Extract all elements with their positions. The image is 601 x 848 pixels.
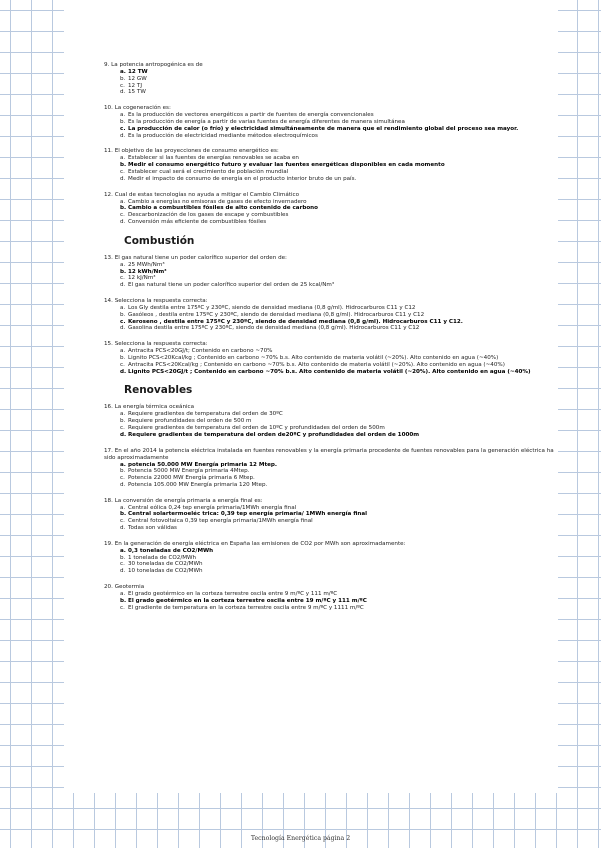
question-number: 17. (104, 447, 113, 454)
option-letter: c. (120, 518, 125, 525)
answer-option (120, 518, 554, 525)
question-block (104, 498, 554, 532)
option-text: Central solartermoeléc trica: 0,39 tep energía primaria/ 1MWh energía final (128, 511, 368, 518)
answer-option (120, 605, 554, 612)
answer-option-correct (120, 598, 554, 605)
answer-option (120, 219, 554, 226)
question-list (104, 62, 554, 620)
answer-option (120, 262, 554, 269)
question-block (104, 541, 554, 575)
document-page (64, 0, 558, 793)
option-letter: c. (120, 561, 125, 568)
question-number: 11. (104, 148, 113, 155)
option-text: El grado geotérmico en la corteza terrestre oscila entre 19 m/ºC y 111 m/ºC (128, 597, 367, 604)
option-text: 10 toneladas de CO2/MWh (128, 568, 203, 575)
option-text: Cambio a energías no emisoras de gases de efecto invernadero (128, 198, 307, 205)
page-footer: Tecnología Energética página 2 (250, 835, 351, 842)
option-text: 25 MWh/Nm³ (128, 261, 165, 268)
option-letter: d. (120, 282, 126, 289)
option-text: Todas son válidas (128, 525, 177, 532)
option-letter: c. (120, 475, 125, 482)
question-stem: La potencia antropogénica es de (111, 62, 203, 68)
option-letter: b. (120, 118, 126, 125)
option-text: Requiere gradientes de temperatura del orden de 30ºC (128, 411, 283, 418)
option-text: Potencia 22000 MW Energía primaria 6 Mtep. (128, 475, 255, 482)
answer-option (120, 425, 554, 432)
option-letter: b. (120, 418, 126, 425)
option-letter: d. (120, 325, 126, 332)
option-letter: b. (120, 554, 126, 561)
option-letter: a. (120, 304, 126, 311)
question-text (104, 62, 554, 69)
question-block (104, 341, 554, 375)
question-number: 15. (104, 341, 113, 348)
question-stem: La cogeneración es: (114, 105, 171, 112)
question-text (104, 298, 554, 305)
answer-option (120, 133, 554, 140)
question-block (104, 62, 554, 96)
answer-option (120, 591, 554, 598)
question-stem: En el año 2014 la potencia eléctrica instalada en fuentes renovables y la energía primaria procedente de fuentes renovables para la generación eléctrica ha sido aproximadamente (104, 447, 554, 461)
option-text: Cambio a combustibles fósiles de alto contenido de carbono (128, 205, 319, 212)
option-text: Descarbonización de los gases de escape y combustibles (128, 212, 289, 219)
question-stem: La conversión de energía primaria a energía final es: (114, 497, 263, 504)
option-text: 30 toneladas de CO2/MWh (128, 561, 203, 568)
answer-option (120, 348, 554, 355)
answer-option (120, 482, 554, 489)
question-stem: El objetivo de las proyecciones de consumo energético es: (114, 148, 279, 155)
option-text: Los Gly destila entre 175ºC y 230ºC, siendo de densidad mediana (0,8 g/ml). Hidrocarburos C11 y C12 (128, 304, 416, 311)
option-text: 0,3 toneladas de CO2/MWh (128, 547, 214, 554)
question-block (104, 404, 554, 438)
answer-option (120, 411, 554, 418)
option-letter: c. (120, 361, 125, 368)
answer-option-correct (120, 69, 554, 76)
option-letter: c. (120, 125, 126, 132)
option-letter: d. (120, 525, 126, 532)
option-text: Lignito PCS<20GJ/t ; Contenido en carbono ~70% b.s. Alto contenido de materia volátil (~20%). Alto contenido en agua (~40%) (128, 368, 531, 375)
option-text: 12 TJ (128, 82, 142, 89)
option-letter: c. (120, 275, 125, 282)
option-text: El gradiente de temperatura en la corteza terrestre oscila entre 9 m/ºC y 1111 m/ºC (128, 604, 364, 611)
question-stem: Cual de estas tecnologías no ayuda a mitigar el Cambio Climático (114, 191, 300, 198)
answer-option (120, 169, 554, 176)
section-heading-renovables: Renovables (124, 384, 193, 397)
option-text: Antracita PCS<20Kcal/kg ; Contenido en carbono ~70% b.s. Alto contenido de materia volátil (~20%). Alto contenido en agua (~40%) (128, 361, 505, 368)
option-text: 12 TW (128, 69, 148, 75)
option-letter: b. (120, 468, 126, 475)
option-letter: a. (120, 348, 126, 355)
answer-option (120, 561, 554, 568)
answer-option (120, 212, 554, 219)
answer-option (120, 112, 554, 119)
option-letter: b. (120, 75, 126, 82)
question-block (104, 148, 554, 182)
question-stem: Selecciona la respuesta correcta: (114, 341, 208, 348)
option-text: Potencia 5000 MW Energía primaria 4Mtep. (128, 468, 250, 475)
option-letter: d. (120, 218, 126, 225)
option-letter: c. (120, 604, 125, 611)
option-text: Requiere gradientes de temperatura del orden de20ºC y profundidades del orden de 1000m (128, 431, 420, 438)
answer-option (120, 525, 554, 532)
option-text: Requiere profundidades del orden de 500 m (128, 418, 252, 425)
option-text: Central eólica 0,24 tep energía primaria/1MWh energía final (128, 504, 297, 511)
question-text (104, 255, 554, 262)
option-letter: a. (120, 198, 126, 205)
option-text: Es la producción de electricidad mediante métodos electroquímicos (128, 132, 318, 139)
question-stem: La energía térmica oceánica (114, 404, 195, 411)
option-letter: d. (120, 175, 126, 182)
question-block (104, 255, 554, 289)
answer-option (120, 76, 554, 83)
option-letter: b. (120, 597, 127, 604)
question-block (104, 584, 554, 611)
question-number: 20. (104, 584, 113, 591)
answer-option (120, 305, 554, 312)
option-text: Establecer si las fuentes de energías renovables se acaba en (128, 155, 299, 162)
answer-option (120, 555, 554, 562)
option-letter: c. (120, 318, 126, 325)
question-number: 19. (104, 540, 113, 547)
option-text: potencia 50.000 MW Energía primaria 12 Mtep. (128, 461, 278, 468)
answer-option-correct (120, 269, 554, 276)
option-letter: d. (120, 132, 126, 139)
answer-option (120, 475, 554, 482)
option-letter: b. (120, 311, 126, 318)
answer-option (120, 568, 554, 575)
option-text: El grado geotérmico en la corteza terrestre oscila entre 9 m/ºC y 111 m/ºC (128, 591, 338, 598)
answer-option (120, 89, 554, 96)
question-number: 9. (104, 62, 110, 68)
option-text: Central fotovoltaica 0,39 tep energía primaria/1MWh energía final (128, 518, 313, 525)
question-text (104, 498, 554, 505)
option-letter: d. (120, 89, 126, 96)
option-letter: a. (120, 461, 126, 468)
option-text: Es la producción de energía a partir de varias fuentes de energía diferentes de manera simultánea (128, 118, 405, 125)
answer-option-correct (120, 548, 554, 555)
option-text: Antracita PCS<20GJ/t; Contenido en carbono ~70% (128, 348, 273, 355)
option-letter: b. (120, 354, 126, 361)
option-text: Medir el consumo energético futuro y evaluar las fuentes energéticas disponibles en cada momento (128, 162, 445, 169)
answer-option (120, 83, 554, 90)
option-text: Medir el impacto de consumo de energía en el producto interior bruto de un país. (128, 175, 357, 182)
section-heading-combustion: Combustión (124, 234, 195, 247)
question-number: 16. (104, 404, 113, 411)
option-letter: d. (120, 431, 127, 438)
option-text: Conversión más eficiente de combustibles fósiles (128, 218, 267, 225)
answer-option (120, 176, 554, 183)
option-text: 1 tonelada de CO2/MWh (128, 554, 197, 561)
option-text: 15 TW (128, 89, 146, 96)
question-text (104, 541, 554, 548)
option-letter: b. (120, 268, 127, 275)
question-text (104, 192, 554, 199)
question-stem: Selecciona la respuesta correcta: (114, 297, 208, 304)
option-text: Lignito PCS<20Kcal/kg ; Contenido en carbono ~70% b.s. Alto contenido de materia volátil (~20%). Alto contenido en agua (~40%) (128, 354, 499, 361)
question-number: 10. (104, 105, 113, 112)
answer-option-correct (120, 432, 554, 439)
option-letter: d. (120, 481, 126, 488)
question-number: 12. (104, 191, 113, 198)
question-text (104, 448, 554, 462)
option-letter: c. (120, 212, 125, 219)
question-number: 18. (104, 497, 113, 504)
answer-option (120, 325, 554, 332)
answer-option (120, 119, 554, 126)
option-letter: a. (120, 112, 126, 119)
answer-option-correct (120, 126, 554, 133)
question-stem: En la generación de energía eléctrica en España las emisiones de CO2 por MWh son aproximadamente: (114, 540, 406, 547)
option-letter: a. (120, 69, 126, 75)
option-text: Es la producción de vectores energéticos a partir de fuentes de energía convencionales (128, 112, 374, 119)
option-letter: a. (120, 504, 126, 511)
question-block (104, 448, 554, 489)
option-text: Gasolina destila entre 175ºC y 230ºC, siendo de densidad mediana (0,8 g/ml). Hidrocarburos C11 y C12 (128, 325, 420, 332)
option-text: La producción de calor (o frío) y electricidad simultáneamente de manera que el rendimiento global del proceso sea mayor. (128, 125, 519, 132)
option-text: 12 GW (128, 75, 147, 82)
answer-option (120, 418, 554, 425)
option-text: Establecer cual será el crecimiento de población mundial (128, 168, 289, 175)
question-block (104, 105, 554, 139)
answer-option (120, 282, 554, 289)
option-letter: a. (120, 261, 126, 268)
question-stem: Geotermia (114, 584, 145, 591)
answer-option-correct (120, 162, 554, 169)
option-letter: c. (120, 168, 125, 175)
option-text: Potencia 105.000 MW Energía primaria 120 Mtep. (128, 481, 268, 488)
answer-option-correct (120, 369, 554, 376)
option-text: Keroseno , destila entre 175ºC y 230ºC, siendo de densidad mediana (0,8 g/ml). Hidrocarburos C11 y C12. (128, 318, 463, 325)
question-stem: El gas natural tiene un poder calorífico superior del orden de: (114, 254, 287, 261)
option-letter: a. (120, 155, 126, 162)
option-letter: a. (120, 547, 126, 554)
option-text: El gas natural tiene un poder calorífico superior del orden de 25 kcal/Nm³ (128, 282, 335, 289)
question-text (104, 341, 554, 348)
option-text: Gasóleos , destila entre 175ºC y 230ºC, siendo de densidad mediana (0,8 g/ml). Hidrocarburos C11 y C12 (128, 311, 425, 318)
question-block (104, 298, 554, 332)
question-text (104, 584, 554, 591)
option-letter: a. (120, 411, 126, 418)
option-letter: b. (120, 162, 127, 169)
question-number: 14. (104, 297, 113, 304)
option-text: 12 kJ/Nm³ (128, 275, 156, 282)
option-letter: b. (120, 205, 127, 212)
question-block (104, 192, 554, 226)
option-letter: b. (120, 511, 127, 518)
option-text: Requiere gradientes de temperatura del orden de 10ºC y profundidades del orden de 500m (128, 424, 385, 431)
option-letter: c. (120, 82, 125, 89)
option-letter: c. (120, 424, 125, 431)
answer-option (120, 355, 554, 362)
option-letter: d. (120, 368, 127, 375)
option-letter: d. (120, 568, 126, 575)
answer-option (120, 312, 554, 319)
option-text: 12 kWh/Nm³ (128, 268, 167, 275)
option-letter: a. (120, 591, 126, 598)
question-number: 13. (104, 254, 113, 261)
answer-option (120, 362, 554, 369)
